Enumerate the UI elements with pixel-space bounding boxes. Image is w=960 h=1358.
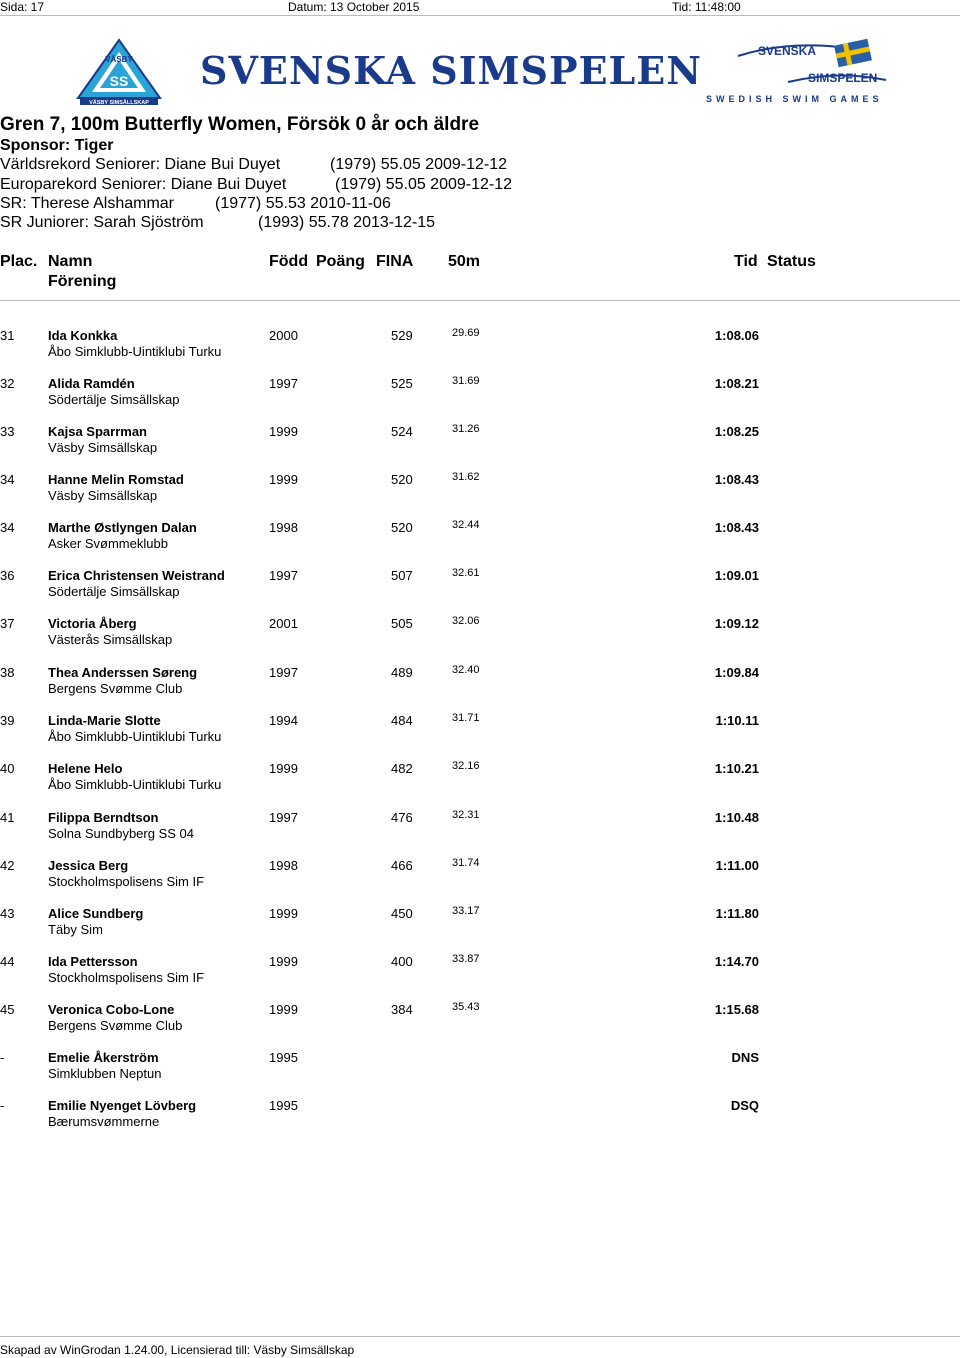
placement: 38 bbox=[0, 665, 15, 680]
status-dsq: DSQ bbox=[730, 1098, 759, 1113]
result-row bbox=[0, 520, 960, 564]
split-50m: 31.62 bbox=[452, 471, 480, 483]
split-50m: 33.87 bbox=[452, 953, 480, 965]
birth-year: 2001 bbox=[269, 616, 298, 631]
final-time: 1:10.11 bbox=[715, 713, 759, 728]
svenska-simspelen-banner: SVENSKA SIMSPELEN bbox=[200, 48, 702, 93]
split-50m: 32.31 bbox=[452, 809, 480, 821]
swimmer-name: Erica Christensen Weistrand bbox=[48, 568, 225, 583]
fina-points: 466 bbox=[391, 858, 413, 873]
final-time: 1:08.43 bbox=[714, 520, 759, 535]
club-name: Bærumsvømmerne bbox=[48, 1114, 160, 1129]
birth-year: 1998 bbox=[269, 520, 298, 535]
result-row bbox=[0, 568, 960, 612]
fina-points: 484 bbox=[391, 713, 413, 728]
club-name: Simklubben Neptun bbox=[48, 1066, 162, 1081]
swimmer-name: Filippa Berndtson bbox=[48, 810, 159, 825]
fina-points: 524 bbox=[391, 424, 413, 439]
placement: 31 bbox=[0, 328, 15, 343]
result-row bbox=[0, 665, 960, 709]
split-50m: 31.26 bbox=[452, 423, 480, 435]
fina-points: 525 bbox=[391, 376, 413, 391]
record-europe-label: Europarekord Seniorer: Diane Bui Duyet bbox=[0, 176, 287, 193]
svg-text:VÄSBY SIMSÄLLSKAP: VÄSBY SIMSÄLLSKAP bbox=[89, 100, 149, 106]
result-row bbox=[0, 858, 960, 902]
col-namn: Namn bbox=[48, 253, 93, 270]
swimmer-name: Ida Konkka bbox=[48, 328, 118, 343]
swimmer-name: Thea Anderssen Søreng bbox=[48, 665, 198, 680]
footer-divider bbox=[0, 1336, 960, 1337]
header-divider bbox=[0, 15, 960, 16]
col-plac: Plac. bbox=[0, 253, 38, 270]
final-time: 1:08.25 bbox=[714, 424, 759, 439]
fina-points: 450 bbox=[391, 906, 413, 921]
placement: 44 bbox=[0, 954, 15, 969]
col-status: Status bbox=[767, 253, 816, 270]
record-sr-junior-value: (1993) 55.78 2013-12-15 bbox=[258, 214, 436, 231]
final-time: 1:08.06 bbox=[714, 328, 759, 343]
record-world-value: (1979) 55.05 2009-12-12 bbox=[330, 156, 508, 173]
placement: 41 bbox=[0, 810, 15, 825]
record-world-label: Världsrekord Seniorer: Diane Bui Duyet bbox=[0, 156, 281, 173]
placement: - bbox=[0, 1050, 5, 1065]
club-name: Väsby Simsällskap bbox=[48, 488, 158, 503]
placement: 37 bbox=[0, 616, 15, 631]
record-sr-label: SR: Therese Alshammar bbox=[0, 195, 174, 212]
birth-year: 1999 bbox=[269, 761, 298, 776]
final-time: 1:14.70 bbox=[714, 954, 759, 969]
split-50m: 32.44 bbox=[452, 519, 480, 531]
split-50m: 31.74 bbox=[452, 857, 480, 869]
split-50m: 32.40 bbox=[452, 664, 480, 676]
col-fina: FINA bbox=[376, 253, 414, 270]
svg-text:SWEDISH SWIM GAMES: SWEDISH SWIM GAMES bbox=[706, 94, 883, 104]
placement: 45 bbox=[0, 1002, 15, 1017]
birth-year: 2000 bbox=[269, 328, 298, 343]
swimmer-name: Linda-Marie Slotte bbox=[48, 713, 161, 728]
final-time: 1:15.68 bbox=[714, 1002, 759, 1017]
result-row bbox=[0, 906, 960, 950]
birth-year: 1999 bbox=[269, 1002, 298, 1017]
split-50m: 35.43 bbox=[452, 1001, 480, 1013]
swimmer-name: Alice Sundberg bbox=[48, 906, 144, 921]
club-name: Västerås Simsällskap bbox=[48, 632, 173, 647]
swimmer-name: Hanne Melin Romstad bbox=[48, 472, 184, 487]
final-time: 1:11.00 bbox=[715, 858, 759, 873]
club-name: Stockholmspolisens Sim IF bbox=[48, 874, 205, 889]
split-50m: 29.69 bbox=[452, 327, 480, 339]
fina-points: 489 bbox=[391, 665, 413, 680]
result-row bbox=[0, 424, 960, 468]
swimmer-name: Veronica Cobo-Lone bbox=[48, 1002, 175, 1017]
final-time: 1:10.21 bbox=[714, 761, 759, 776]
result-row bbox=[0, 761, 960, 805]
split-50m: 32.61 bbox=[452, 567, 480, 579]
page-header-bar bbox=[0, 0, 960, 14]
swimmer-name: Kajsa Sparrman bbox=[48, 424, 147, 439]
col-poang: Poäng bbox=[316, 253, 365, 270]
svg-text:VÄSBY: VÄSBY bbox=[105, 55, 133, 64]
birth-year: 1997 bbox=[269, 665, 298, 680]
page-number: Sida: 17 bbox=[0, 0, 45, 14]
final-time: 1:09.84 bbox=[714, 665, 759, 680]
swimmer-name: Marthe Østlyngen Dalan bbox=[48, 520, 197, 535]
fina-points: 400 bbox=[391, 954, 413, 969]
swedish-swim-games-logo bbox=[698, 38, 890, 106]
result-row bbox=[0, 954, 960, 998]
final-time: 1:10.48 bbox=[714, 810, 759, 825]
result-row bbox=[0, 1002, 960, 1046]
sponsor-line: Sponsor: Tiger bbox=[0, 137, 114, 154]
split-50m: 32.16 bbox=[452, 760, 480, 772]
swimmer-name: Jessica Berg bbox=[48, 858, 129, 873]
result-row bbox=[0, 472, 960, 516]
placement: 36 bbox=[0, 568, 15, 583]
col-forening: Förening bbox=[48, 273, 117, 290]
split-50m: 32.06 bbox=[452, 615, 480, 627]
swimmer-name: Emilie Nyenget Lövberg bbox=[48, 1098, 197, 1113]
club-name: Täby Sim bbox=[48, 922, 103, 937]
placement: - bbox=[0, 1098, 5, 1113]
birth-year: 1999 bbox=[269, 954, 298, 969]
placement: 34 bbox=[0, 520, 15, 535]
split-50m: 31.69 bbox=[452, 375, 480, 387]
fina-points: 520 bbox=[391, 520, 413, 535]
split-50m: 33.17 bbox=[452, 905, 480, 917]
col-fodd: Född bbox=[269, 253, 309, 270]
result-row bbox=[0, 1098, 960, 1142]
svg-text:SS: SS bbox=[109, 73, 129, 89]
fina-points: 505 bbox=[391, 616, 413, 631]
fina-points: 520 bbox=[391, 472, 413, 487]
birth-year: 1994 bbox=[269, 713, 298, 728]
birth-year: 1997 bbox=[269, 376, 298, 391]
club-name: Solna Sundbyberg SS 04 bbox=[48, 826, 194, 841]
vasby-club-logo bbox=[76, 38, 162, 106]
club-name: Bergens Svømme Club bbox=[48, 1018, 183, 1033]
result-row bbox=[0, 713, 960, 757]
birth-year: 1999 bbox=[269, 906, 298, 921]
fina-points: 507 bbox=[391, 568, 413, 583]
final-time: 1:11.80 bbox=[715, 906, 759, 921]
birth-year: 1995 bbox=[269, 1050, 298, 1065]
placement: 33 bbox=[0, 424, 15, 439]
placement: 39 bbox=[0, 713, 15, 728]
birth-year: 1999 bbox=[269, 472, 298, 487]
status-dns: DNS bbox=[731, 1050, 759, 1065]
fina-points: 482 bbox=[391, 761, 413, 776]
record-sr-value: (1977) 55.53 2010-11-06 bbox=[215, 195, 391, 212]
swimmer-name: Alida Ramdén bbox=[48, 376, 135, 391]
result-row bbox=[0, 616, 960, 660]
club-name: Södertälje Simsällskap bbox=[48, 584, 180, 599]
print-date: Datum: 13 October 2015 bbox=[288, 0, 420, 14]
final-time: 1:09.12 bbox=[714, 616, 759, 631]
result-row bbox=[0, 328, 960, 372]
record-europe-value: (1979) 55.05 2009-12-12 bbox=[335, 176, 513, 193]
placement: 40 bbox=[0, 761, 15, 776]
club-name: Åbo Simklubb-Uintiklubi Turku bbox=[48, 729, 222, 744]
placement: 34 bbox=[0, 472, 15, 487]
birth-year: 1997 bbox=[269, 810, 298, 825]
split-50m: 31.71 bbox=[452, 712, 480, 724]
club-name: Asker Svømmeklubb bbox=[48, 536, 168, 551]
club-name: Åbo Simklubb-Uintiklubi Turku bbox=[48, 777, 222, 792]
club-name: Stockholmspolisens Sim IF bbox=[48, 970, 205, 985]
event-title: Gren 7, 100m Butterfly Women, Försök 0 år och äldre bbox=[0, 114, 480, 135]
swimmer-name: Victoria Åberg bbox=[48, 616, 137, 631]
column-header-divider bbox=[0, 300, 960, 301]
placement: 32 bbox=[0, 376, 15, 391]
birth-year: 1995 bbox=[269, 1098, 298, 1113]
col-tid: Tid bbox=[734, 253, 758, 270]
placement: 43 bbox=[0, 906, 15, 921]
fina-points: 476 bbox=[391, 810, 413, 825]
final-time: 1:08.21 bbox=[714, 376, 759, 391]
record-sr-junior-label: SR Juniorer: Sarah Sjöström bbox=[0, 214, 204, 231]
result-row bbox=[0, 376, 960, 420]
fina-points: 384 bbox=[391, 1002, 413, 1017]
club-name: Väsby Simsällskap bbox=[48, 440, 158, 455]
birth-year: 1998 bbox=[269, 858, 298, 873]
swimmer-name: Helene Helo bbox=[48, 761, 123, 776]
club-name: Åbo Simklubb-Uintiklubi Turku bbox=[48, 344, 222, 359]
footer-credit: Skapad av WinGrodan 1.24.00, Licensierad till: Väsby Simsällskap bbox=[0, 1343, 355, 1357]
svg-text:SVENSKA: SVENSKA bbox=[758, 44, 817, 58]
final-time: 1:08.43 bbox=[714, 472, 759, 487]
svg-text:SIMSPELEN: SIMSPELEN bbox=[808, 71, 878, 85]
club-name: Bergens Svømme Club bbox=[48, 681, 183, 696]
birth-year: 1999 bbox=[269, 424, 298, 439]
swimmer-name: Emelie Åkerström bbox=[48, 1050, 159, 1065]
print-time: Tid: 11:48:00 bbox=[672, 0, 741, 14]
final-time: 1:09.01 bbox=[714, 568, 759, 583]
birth-year: 1997 bbox=[269, 568, 298, 583]
placement: 42 bbox=[0, 858, 15, 873]
club-name: Södertälje Simsällskap bbox=[48, 392, 180, 407]
fina-points: 529 bbox=[391, 328, 413, 343]
col-50m: 50m bbox=[448, 253, 481, 270]
result-row bbox=[0, 810, 960, 854]
result-row bbox=[0, 1050, 960, 1094]
swimmer-name: Ida Pettersson bbox=[48, 954, 138, 969]
